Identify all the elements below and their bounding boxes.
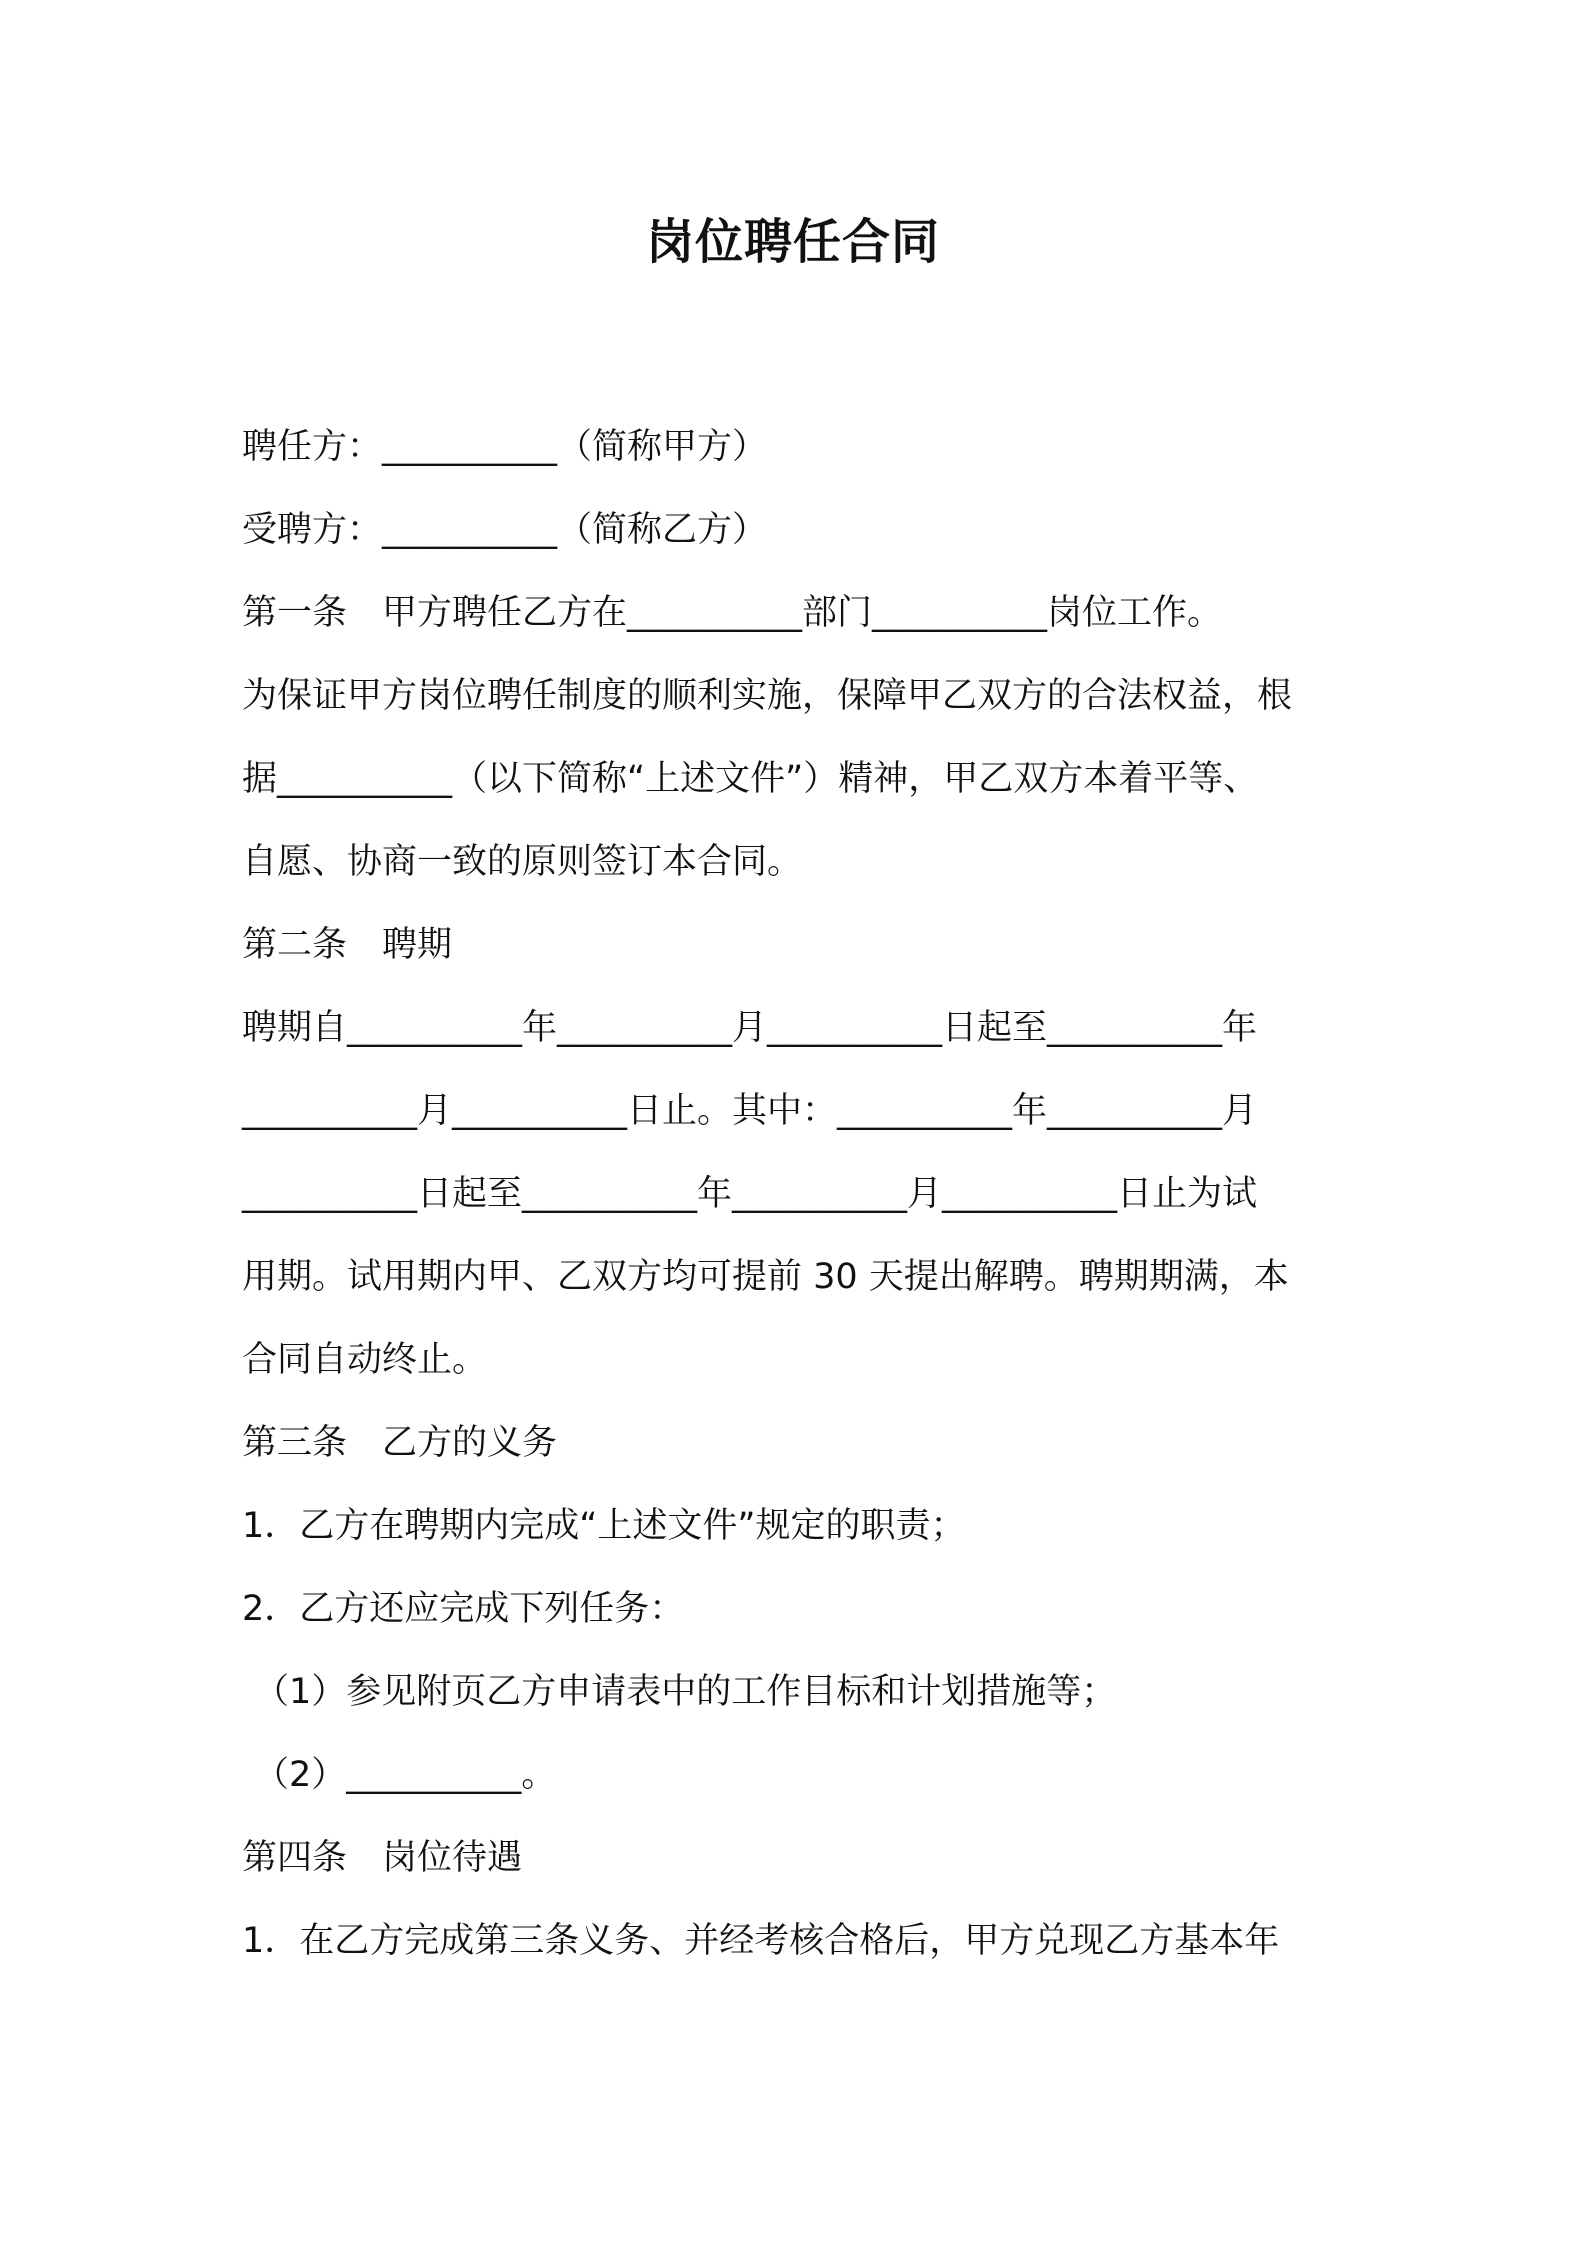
sub-list-item: （2）__________。 bbox=[254, 1755, 557, 1795]
paragraph-line: 合同自动终止。 bbox=[242, 1340, 488, 1380]
party-a-line: 聘任方：__________（简称甲方） bbox=[242, 427, 768, 467]
document-title: 岗位聘任合同 bbox=[645, 214, 940, 270]
paragraph-line: 用期。试用期内甲、乙双方均可提前 30 天提出解聘。聘期期满，本 bbox=[242, 1257, 1289, 1297]
paragraph-line: 聘期自__________年__________月__________日起至__________年 bbox=[242, 1008, 1258, 1048]
list-item: 1．乙方在聘期内完成“上述文件”规定的职责； bbox=[242, 1506, 966, 1546]
list-item: 1．在乙方完成第三条义务、并经考核合格后，甲方兑现乙方基本年 bbox=[242, 1921, 1280, 1961]
list-item: 2．乙方还应完成下列任务： bbox=[242, 1589, 685, 1629]
paragraph-line: 自愿、协商一致的原则签订本合同。 bbox=[242, 842, 803, 882]
article-2-heading: 第二条 聘期 bbox=[242, 925, 453, 965]
article-4-heading: 第四条 岗位待遇 bbox=[242, 1838, 523, 1878]
party-b-line: 受聘方：__________（简称乙方） bbox=[242, 510, 768, 550]
paragraph-line: __________月__________日止。其中：__________年__________月 bbox=[242, 1091, 1258, 1131]
paragraph-line: 为保证甲方岗位聘任制度的顺利实施，保障甲乙双方的合法权益，根 bbox=[242, 676, 1293, 716]
article-3-heading: 第三条 乙方的义务 bbox=[242, 1423, 558, 1463]
paragraph-line: 据__________（以下简称“上述文件”）精神，甲乙双方本着平等、 bbox=[242, 759, 1259, 799]
document-body bbox=[242, 406, 1362, 1983]
sub-list-item: （1）参见附页乙方申请表中的工作目标和计划措施等； bbox=[254, 1672, 1117, 1712]
article-1-line: 第一条 甲方聘任乙方在__________部门__________岗位工作。 bbox=[242, 593, 1223, 633]
paragraph-line: __________日起至__________年__________月__________日止为试 bbox=[242, 1174, 1258, 1214]
